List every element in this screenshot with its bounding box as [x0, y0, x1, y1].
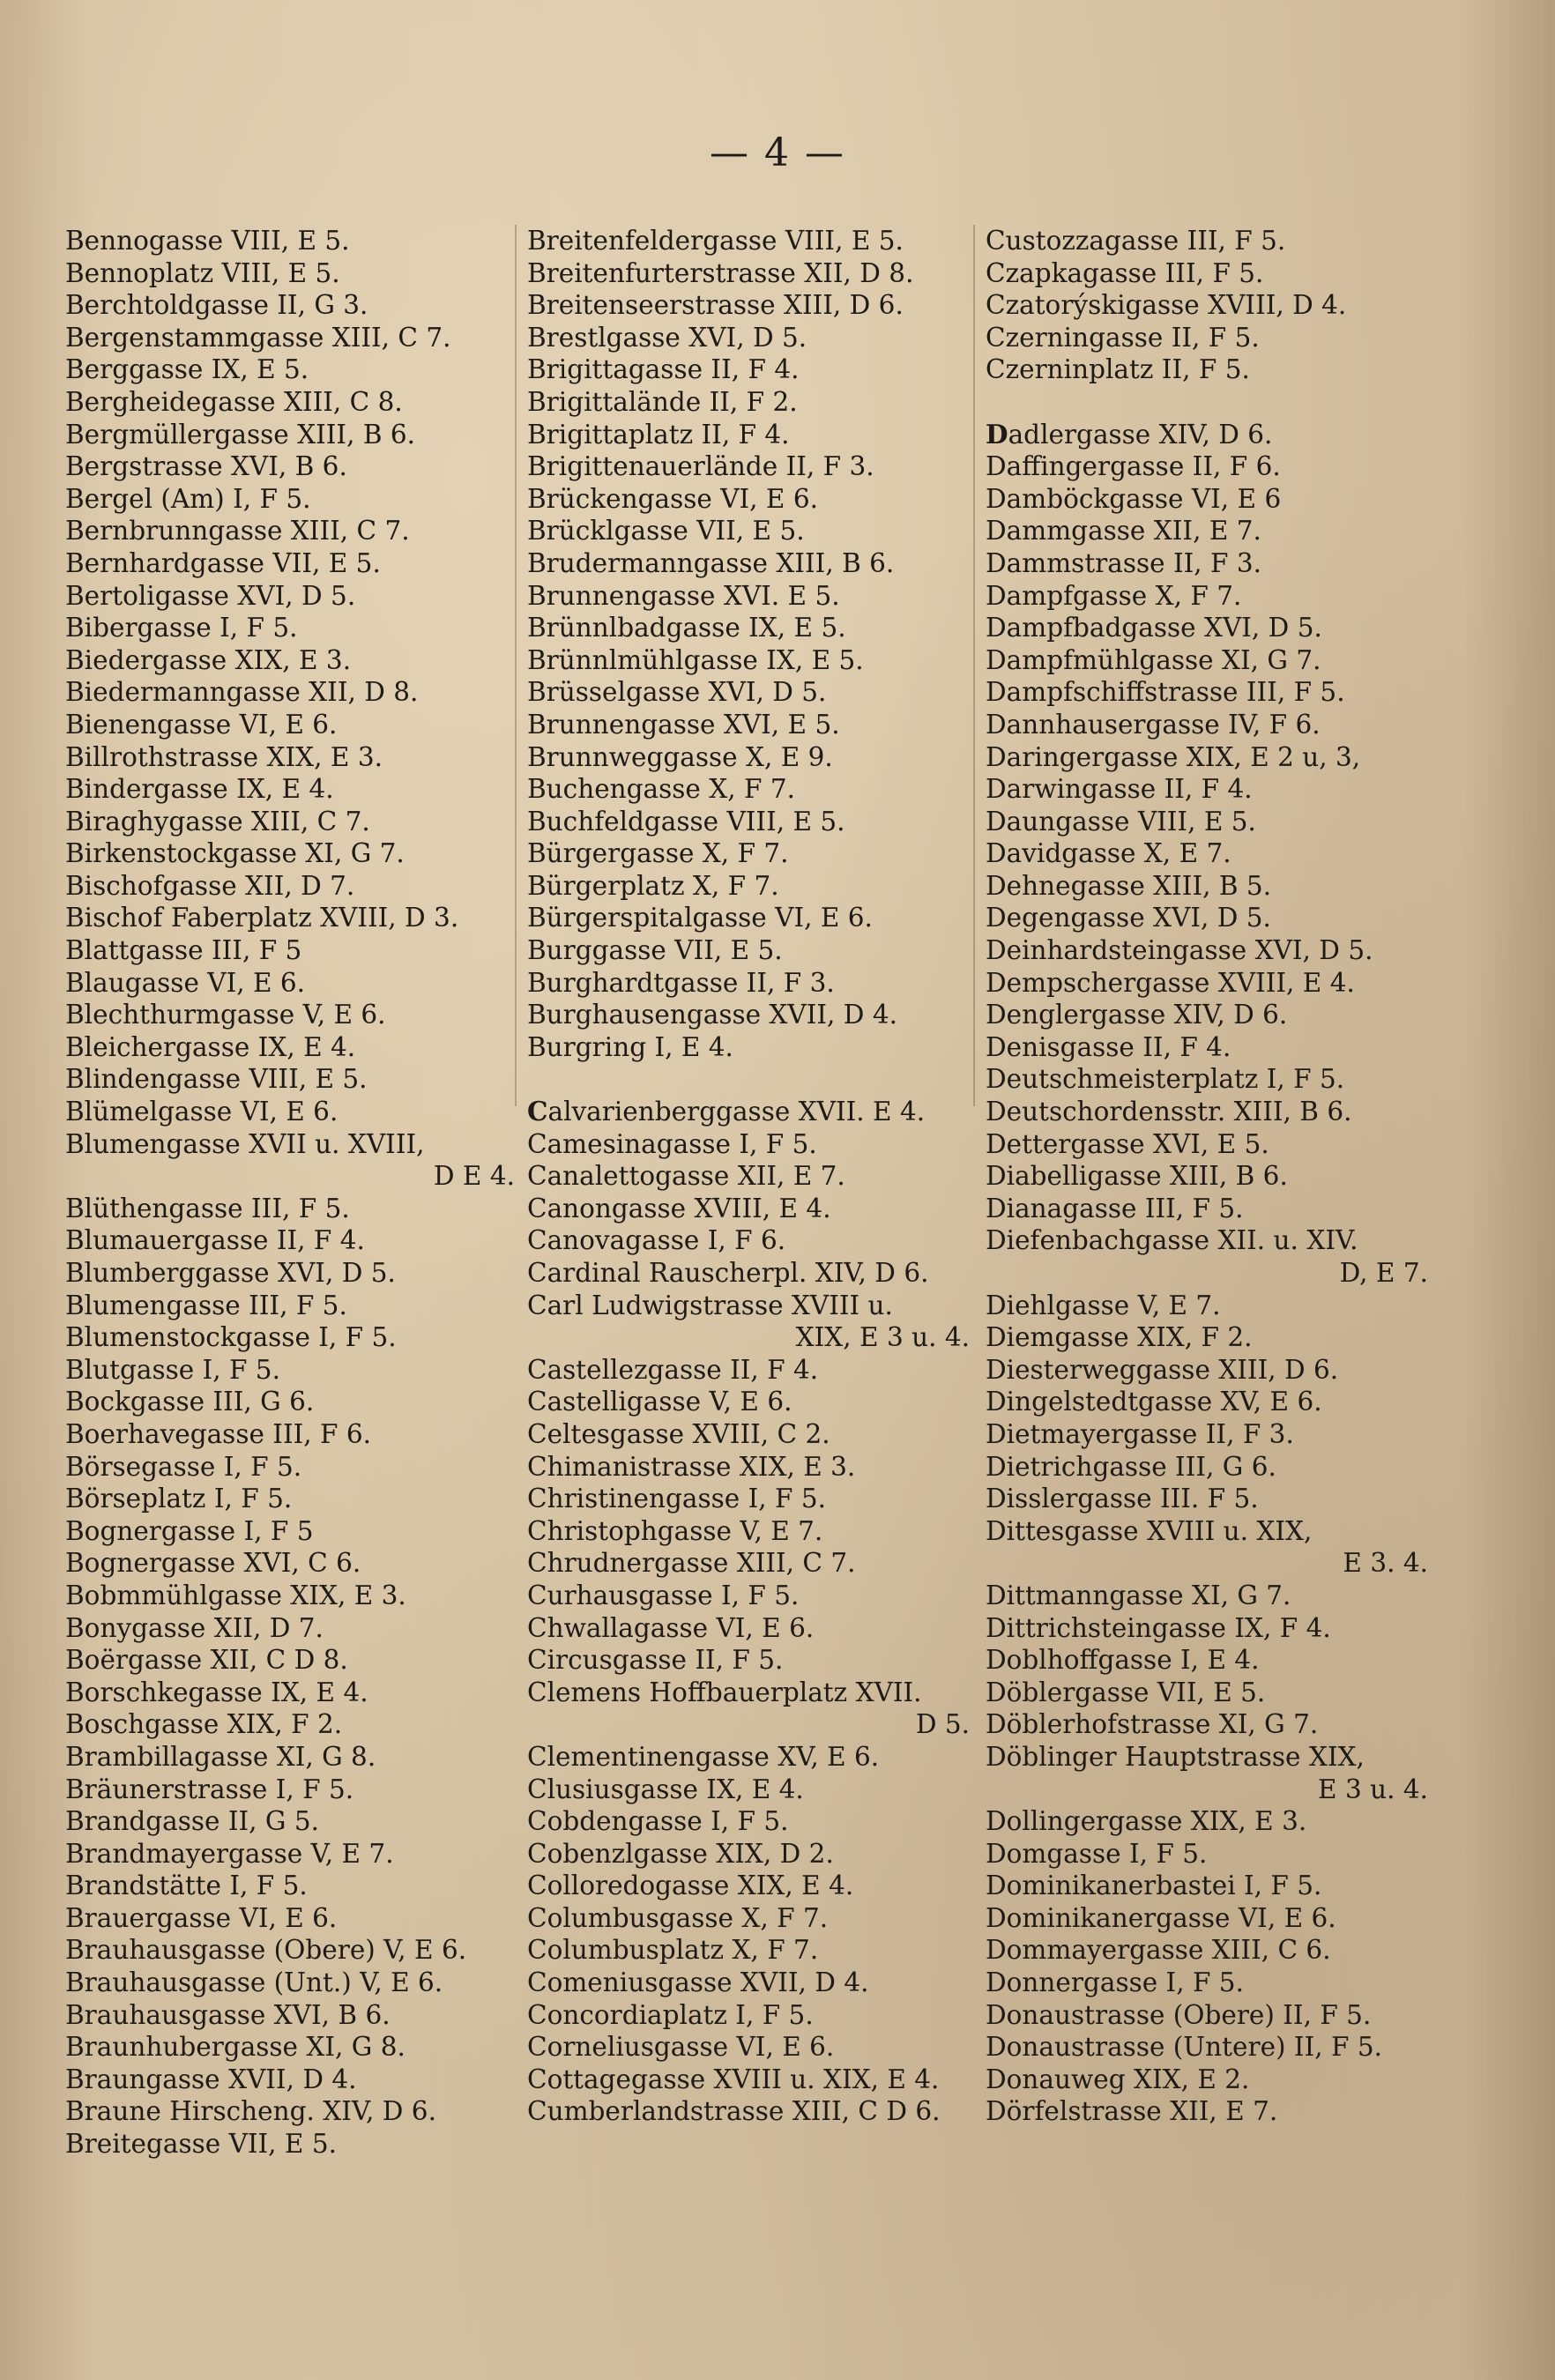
street-entry: Dammgasse XII, E 7. [986, 516, 1261, 547]
street-entry: Diehlgasse V, E 7. [986, 1290, 1221, 1320]
street-entry: Blumengasse III, F 5. [65, 1290, 347, 1320]
street-entry: Donnergasse I, F 5. [986, 1967, 1244, 1998]
street-entry: Bibergasse I, F 5. [65, 613, 298, 643]
street-entry: Bergel (Am) I, F 5. [65, 483, 311, 514]
street-entry: Donaustrasse (Obere) II, F 5. [986, 1999, 1372, 2030]
street-entry: Denglergasse XIV, D 6. [986, 1000, 1288, 1030]
street-entry: Breitenfurterstrasse XII, D 8. [527, 257, 914, 288]
entry-continuation: D E 4. [433, 1161, 515, 1192]
street-entry: Breitenfeldergasse VIII, E 5. [527, 226, 904, 256]
entry-continuation: XIX, E 3 u. 4. [795, 1322, 970, 1353]
street-entry: Dittesgasse XVIII u. XIX, [986, 1515, 1313, 1546]
street-entry: Disslergasse III. F 5. [986, 1484, 1259, 1514]
street-entry: Billrothstrasse XIX, E 3. [65, 741, 383, 772]
street-entry: Blumenstockgasse I, F 5. [65, 1322, 397, 1353]
street-entry: Brunnweggasse X, E 9. [527, 741, 833, 772]
street-entry: Dittrichsteingasse IX, F 4. [986, 1612, 1331, 1643]
street-entry: Bognergasse I, F 5 [65, 1515, 314, 1546]
street-entry: Bognergasse XVI, C 6. [65, 1548, 361, 1579]
street-entry: Brünnlbadgasse IX, E 5. [527, 613, 846, 643]
street-entry: Döblinger Hauptstrasse XIX, [986, 1741, 1365, 1772]
street-entry: Bernhardgasse VII, E 5. [65, 547, 381, 578]
street-entry: Darwingasse II, F 4. [986, 774, 1253, 805]
street-entry: Curhausgasse I, F 5. [527, 1580, 800, 1610]
street-entry: Burghausengasse XVII, D 4. [527, 1000, 897, 1030]
street-entry: Bindergasse IX, E 4. [65, 774, 334, 805]
street-entry: Dietrichgasse III, G 6. [986, 1451, 1276, 1482]
street-entry: Chwallagasse VI, E 6. [527, 1612, 815, 1643]
street-entry: Degengasse XVI, D 5. [986, 903, 1271, 933]
street-entry: Celtesgasse XVIII, C 2. [527, 1418, 830, 1449]
street-entry: Blaugasse VI, E 6. [65, 967, 306, 998]
street-entry: Biedergasse XIX, E 3. [65, 644, 352, 675]
street-entry: Blindengasse VIII, E 5. [65, 1064, 368, 1095]
street-entry-section-start [527, 1096, 986, 1128]
street-column-2 [527, 225, 986, 2128]
street-entry: Canovagasse I, F 6. [527, 1225, 786, 1256]
street-entry: Czapkagasse III, F 5. [986, 257, 1264, 288]
street-entry: Blumengasse XVII u. XVIII, [65, 1128, 425, 1159]
street-entry: Birkenstockgasse XI, G 7. [65, 838, 405, 869]
street-entry: Castellezgasse II, F 4. [527, 1354, 819, 1385]
street-entry: Blechthurmgasse V, E 6. [65, 1000, 386, 1030]
street-entry: Brückengasse VI, E 6. [527, 483, 818, 514]
street-entry: Diesterweggasse XIII, D 6. [986, 1354, 1339, 1385]
street-entry: Donauweg XIX, E 2. [986, 2064, 1250, 2094]
street-entry: Czatorýskigasse XVIII, D 4. [986, 290, 1347, 321]
street-entry: Dianagasse III, F 5. [986, 1193, 1244, 1223]
street-entry: Dietmayergasse II, F 3. [986, 1418, 1294, 1449]
street-entry: Bienengasse VI, E 6. [65, 709, 338, 740]
street-entry: Bürgergasse X, F 7. [527, 838, 789, 869]
street-entry: Brambillagasse XI, G 8. [65, 1741, 376, 1772]
street-entry: Dingelstedtgasse XV, E 6. [986, 1387, 1322, 1417]
street-entry: Chrudnergasse XIII, C 7. [527, 1548, 856, 1579]
street-entry: Diemgasse XIX, F 2. [986, 1322, 1253, 1353]
street-entry: Bischof Faberplatz XVIII, D 3. [65, 903, 459, 933]
street-entry: Dampfgasse X, F 7. [986, 580, 1242, 611]
street-entry: Brünnlmühlgasse IX, E 5. [527, 644, 864, 675]
section-gap [986, 386, 1444, 419]
street-entry: Domgasse I, F 5. [986, 1838, 1208, 1869]
street-entry: Bräunerstrasse I, F 5. [65, 1774, 354, 1804]
page-number: — 4 — [710, 130, 845, 175]
street-entry: Dehnegasse XIII, B 5. [986, 870, 1272, 901]
street-entry: Borschkegasse IX, E 4. [65, 1677, 368, 1707]
street-entry: Boërgasse XII, C D 8. [65, 1645, 348, 1676]
street-entry: Brigittaplatz II, F 4. [527, 419, 790, 450]
street-entry: Daungasse VIII, E 5. [986, 806, 1256, 837]
street-entry: Damböckgasse VI, E 6 [986, 483, 1282, 514]
street-entry: Concordiaplatz I, F 5. [527, 1999, 814, 2030]
street-entry: Denisgasse II, F 4. [986, 1031, 1231, 1062]
street-entry: Blumberggasse XVI, D 5. [65, 1258, 396, 1288]
street-entry: Braungasse XVII, D 4. [65, 2064, 357, 2094]
street-entry: Dörfelstrasse XII, E 7. [986, 2096, 1278, 2127]
street-entry: Bernbrunngasse XIII, C 7. [65, 516, 410, 547]
street-entry: Brauhausgasse XVI, B 6. [65, 1999, 391, 2030]
street-entry: Dempschergasse XVIII, E 4. [986, 967, 1355, 998]
street-entry: Berggasse IX, E 5. [65, 354, 309, 385]
street-entry: Döblerhofstrasse XI, G 7. [986, 1709, 1319, 1740]
street-entry: Brunnengasse XVI, E 5. [527, 709, 840, 740]
street-entry: Brauhausgasse (Obere) V, E 6. [65, 1935, 467, 1966]
street-entry: Canalettogasse XII, E 7. [527, 1161, 845, 1192]
street-entry: Bergmüllergasse XIII, B 6. [65, 419, 416, 450]
street-entry: Brandgasse II, G 5. [65, 1806, 319, 1837]
street-entry: Brauhausgasse (Unt.) V, E 6. [65, 1967, 443, 1998]
street-entry: Dammstrasse II, F 3. [986, 547, 1262, 578]
street-entry: Bobmmühlgasse XIX, E 3. [65, 1580, 406, 1610]
street-entry: Czerningasse II, F 5. [986, 322, 1260, 353]
street-entry: Deinhardsteingasse XVI, D 5. [986, 935, 1373, 966]
street-entry: Custozzagasse III, F 5. [986, 226, 1286, 256]
street-entry: Brigittagasse II, F 4. [527, 354, 800, 385]
street-entry: Canongasse XVIII, E 4. [527, 1193, 831, 1223]
street-entry: Deutschordensstr. XIII, B 6. [986, 1097, 1352, 1127]
entry-continuation: E 3 u. 4. [1318, 1774, 1428, 1804]
street-entry: Braune Hirscheng. XIV, D 6. [65, 2096, 436, 2127]
entry-continuation: E 3. 4. [1343, 1548, 1428, 1579]
street-entry: Brigittenauerlände II, F 3. [527, 451, 874, 482]
street-entry: Castelligasse V, E 6. [527, 1387, 792, 1417]
entry-remainder: alvarienberggasse XVII. E 4. [547, 1097, 926, 1127]
street-entry: Blüthengasse III, F 5. [65, 1193, 350, 1223]
street-entry: Boerhavegasse III, F 6. [65, 1418, 371, 1449]
street-entry: Dampfbadgasse XVI, D 5. [986, 613, 1322, 643]
street-entry: Circusgasse II, F 5. [527, 1645, 784, 1676]
street-entry: Dommayergasse XIII, C 6. [986, 1935, 1331, 1966]
street-entry: Christophgasse V, E 7. [527, 1515, 823, 1546]
street-entry: Buchfeldgasse VIII, E 5. [527, 806, 845, 837]
street-entry: Breitegasse VII, E 5. [65, 2129, 337, 2160]
street-entry: Daringergasse XIX, E 2 u, 3, [986, 741, 1361, 772]
street-entry: Burghardtgasse II, F 3. [527, 967, 835, 998]
street-entry: Chimanistrasse XIX, E 3. [527, 1451, 856, 1482]
street-entry: Diefenbachgasse XII. u. XIV. [986, 1225, 1358, 1256]
street-entry: Buchengasse X, F 7. [527, 774, 795, 805]
street-entry: Biraghygasse XIII, C 7. [65, 806, 370, 837]
street-entry: Dettergasse XVI, E 5. [986, 1128, 1269, 1159]
street-entry: Bergstrasse XVI, B 6. [65, 451, 347, 482]
street-entry: Clementinengasse XV, E 6. [527, 1741, 880, 1772]
street-entry: Brigittalände II, F 2. [527, 386, 798, 417]
street-entry: Braunhubergasse XI, G 8. [65, 2032, 405, 2063]
street-entry: Clemens Hoffbauerplatz XVII. [527, 1677, 922, 1707]
street-entry: Bürgerplatz X, F 7. [527, 870, 779, 901]
street-entry: Blutgasse I, F 5. [65, 1354, 280, 1385]
street-entry: Blattgasse III, F 5 [65, 935, 302, 966]
street-entry: Comeniusgasse XVII, D 4. [527, 1967, 869, 1998]
street-entry: Clusiusgasse IX, E 4. [527, 1774, 804, 1804]
street-entry: Camesinagasse I, F 5. [527, 1128, 817, 1159]
street-entry: Burggasse VII, E 5. [527, 935, 783, 966]
street-entry: Dominikanergasse VI, E 6. [986, 1902, 1336, 1933]
street-entry: Brandstätte I, F 5. [65, 1871, 308, 1901]
street-entry: Burgring I, E 4. [527, 1031, 733, 1062]
street-entry: Brunnengasse XVI. E 5. [527, 580, 840, 611]
street-entry: Donaustrasse (Untere) II, F 5. [986, 2032, 1382, 2063]
street-entry: Bergenstammgasse XIII, C 7. [65, 322, 451, 353]
street-entry: Columbusgasse X, F 7. [527, 1902, 829, 1933]
street-entry: Bertoligasse XVI, D 5. [65, 580, 356, 611]
street-entry: Dampfschiffstrasse III, F 5. [986, 677, 1345, 708]
street-entry: Brandmayergasse V, E 7. [65, 1838, 394, 1869]
street-entry: Bennoplatz VIII, E 5. [65, 257, 340, 288]
street-entry: Blümelgasse VI, E 6. [65, 1097, 339, 1127]
street-entry: Breitenseerstrasse XIII, D 6. [527, 290, 904, 321]
street-entry: Biedermanngasse XII, D 8. [65, 677, 419, 708]
street-entry: Bergheidegasse XIII, C 8. [65, 386, 403, 417]
street-entry: Cumberlandstrasse XIII, C D 6. [527, 2096, 941, 2127]
street-entry: Bennogasse VIII, E 5. [65, 226, 350, 256]
street-entry: Blumauergasse II, F 4. [65, 1225, 365, 1256]
street-entry: Corneliusgasse VI, E 6. [527, 2032, 835, 2063]
street-entry: Bleichergasse IX, E 4. [65, 1031, 356, 1062]
street-entry: Berchtoldgasse II, G 3. [65, 290, 368, 321]
street-entry: Dannhausergasse IV, F 6. [986, 709, 1321, 740]
street-entry: Bockgasse III, G 6. [65, 1387, 315, 1417]
street-entry: Colloredogasse XIX, E 4. [527, 1871, 854, 1901]
street-entry: Carl Ludwigstrasse XVIII u. [527, 1290, 893, 1320]
section-gap [527, 1063, 986, 1096]
street-entry: Daffingergasse II, F 6. [986, 451, 1281, 482]
street-column-1 [65, 225, 524, 2161]
street-column-3 [986, 225, 1444, 2128]
street-entry: Bischofgasse XII, D 7. [65, 870, 355, 901]
street-entry: Doblhoffgasse I, E 4. [986, 1645, 1260, 1676]
street-entry: Brestlgasse XVI, D 5. [527, 322, 807, 353]
street-entry: Brauergasse VI, E 6. [65, 1902, 338, 1933]
street-entry: Davidgasse X, E 7. [986, 838, 1231, 869]
street-entry: Dampfmühlgasse XI, G 7. [986, 644, 1321, 675]
street-entry: Brüsselgasse XVI, D 5. [527, 677, 827, 708]
street-entry: Bürgerspitalgasse VI, E 6. [527, 903, 873, 933]
street-entry: Döblergasse VII, E 5. [986, 1677, 1266, 1707]
street-entry: Cardinal Rauscherpl. XIV, D 6. [527, 1258, 929, 1288]
street-entry: Dittmanngasse XI, G 7. [986, 1580, 1291, 1610]
street-entry: Cottagegasse XVIII u. XIX, E 4. [527, 2064, 940, 2094]
street-entry: Börseplatz I, F 5. [65, 1484, 293, 1514]
entry-continuation: D 5. [915, 1709, 970, 1740]
street-entry: Christinengasse I, F 5. [527, 1484, 826, 1514]
street-entry: Börsegasse I, F 5. [65, 1451, 302, 1482]
section-initial: D [986, 418, 1008, 450]
street-entry: Cobenzlgasse XIX, D 2. [527, 1838, 834, 1869]
street-entry: Brücklgasse VII, E 5. [527, 516, 805, 547]
entry-continuation: D, E 7. [1339, 1258, 1428, 1288]
street-entry-section-start [986, 419, 1444, 451]
street-entry: Bonygasse XII, D 7. [65, 1612, 324, 1643]
street-entry: Dominikanerbastei I, F 5. [986, 1871, 1322, 1901]
street-entry: Boschgasse XIX, F 2. [65, 1709, 343, 1740]
street-entry: Brudermanngasse XIII, B 6. [527, 547, 895, 578]
street-entry: Dollingergasse XIX, E 3. [986, 1806, 1307, 1837]
entry-remainder: adlergasse XIV, D 6. [1008, 419, 1273, 450]
section-initial: C [527, 1096, 548, 1127]
street-entry: Czerninplatz II, F 5. [986, 354, 1250, 385]
street-entry: Diabelligasse XIII, B 6. [986, 1161, 1288, 1192]
street-entry: Deutschmeisterplatz I, F 5. [986, 1064, 1345, 1095]
street-entry: Cobdengasse I, F 5. [527, 1806, 789, 1837]
street-entry: Columbusplatz X, F 7. [527, 1935, 819, 1966]
